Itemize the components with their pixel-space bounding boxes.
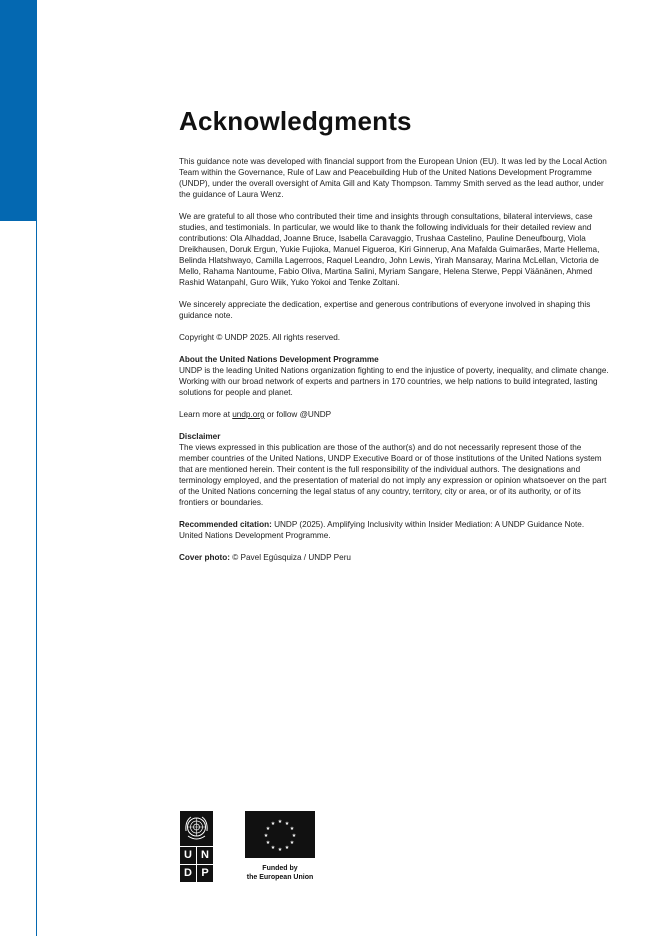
svg-text:★: ★ <box>277 847 283 853</box>
disclaimer-heading: Disclaimer <box>179 432 221 441</box>
contributors-paragraph: We are grateful to all those who contributed their time and insights through consultations, bilateral interviews, case studies, and testimonials. In particular, we would like to thank the following individuals for their detailed review and contributions: Ola Alhaddad, Joanne Bruce, Isabella Caravaggio, Trushaa Castelino, Pauline Deneufbourg, Viola Dreikhausen, Doruk Ergun, Yukie Fujioka, Manuel Figueroa, Kiri Ginnerup, Ana Mafalda Guimarães, Marte Hellema, Belinda Hlatshwayo, Camilla Lagerroos, Raquel Leandro, John Lewis, Yirah Mansaray, Marina McLellan, Victoria de Mello, Rahama Nantoume, Fabio Oliva, Martina Salini, Myriam Sangare, Helena Sterwe, Peppi Väänänen, Ahmed Rashid Watanpahl, Guro Wiik, Yuko Yokoi and Tenke Zoltani. <box>179 212 600 287</box>
eu-flag-icon <box>245 811 315 858</box>
accent-rule <box>36 0 37 936</box>
cover-label: Cover photo: <box>179 553 230 562</box>
disclaimer <box>179 431 609 508</box>
recommended-citation <box>179 519 609 541</box>
undp-letter-u: U <box>180 847 196 864</box>
learn-suffix: or follow @UNDP <box>264 410 332 419</box>
svg-text:★: ★ <box>270 821 276 827</box>
copyright-line: Copyright © UNDP 2025. All rights reserved. <box>179 333 341 342</box>
svg-text:★: ★ <box>284 821 290 827</box>
cover-text: © Pavel Egúsquiza / UNDP Peru <box>229 553 351 562</box>
svg-text:★: ★ <box>270 845 276 851</box>
cover-photo-credit <box>179 552 609 563</box>
learn-prefix: Learn more at <box>179 410 233 419</box>
eu-caption-line2: the European Union <box>246 874 314 881</box>
eu-logo <box>245 811 315 882</box>
un-emblem-icon <box>180 811 213 846</box>
undp-link[interactable]: undp.org <box>232 410 265 419</box>
citation-text: UNDP (2025). Amplifying Inclusivity within Insider Mediation: A UNDP Guidance Note. United Nations Development Programme. <box>179 520 585 540</box>
funding-paragraph: This guidance note was developed with financial support from the European Union (EU). It was led by the Local Action Team within the Governance, Rule of Law and Peacebuilding Hub of the United Nations Development Programme (UNDP), under the overall oversight of Amita Gill and Katy Thompson. Tammy Smith served as the lead author, under the guidance of Laura Wenz. <box>179 157 607 199</box>
citation-label: Recommended citation: <box>179 520 272 529</box>
accent-bar <box>0 0 36 221</box>
appreciation-paragraph: We sincerely appreciate the dedication, expertise and generous contributions of everyone involved in shaping this guidance note. <box>179 300 591 320</box>
undp-letter-n: N <box>197 847 213 864</box>
svg-text:★: ★ <box>265 840 271 846</box>
svg-text:★: ★ <box>263 833 269 839</box>
svg-text:★: ★ <box>277 819 283 825</box>
undp-letter-p: P <box>197 865 213 882</box>
about-heading: About the United Nations Development Programme <box>179 355 379 364</box>
svg-text:★: ★ <box>289 840 295 846</box>
svg-text:★: ★ <box>284 845 290 851</box>
svg-text:★: ★ <box>289 826 295 832</box>
page-title: Acknowledgments <box>179 106 412 136</box>
svg-text:★: ★ <box>291 833 297 839</box>
learn-more <box>179 409 609 420</box>
disclaimer-body: The views expressed in this publication are those of the author(s) and do not necessarily represent those of the member countries of the United Nations, UNDP Executive Board or of those institutions of the United Nations system that are mentioned herein. Their content is the full responsibility of the individual authors. The designations and terminology employed, and the presentation of material do not imply any expression or opinion whatsoever on the part of the United Nations concerning the legal status of any country, territory, city or area, or of its authority, or of its frontiers or boundaries. <box>179 443 607 507</box>
acknowledgments-section <box>179 106 609 574</box>
svg-text:★: ★ <box>265 826 271 832</box>
undp-logo <box>180 811 213 883</box>
undp-letter-d: D <box>180 865 196 882</box>
eu-caption <box>245 864 315 882</box>
eu-caption-line1: Funded by <box>262 865 298 872</box>
about-body: UNDP is the leading United Nations organization fighting to end the injustice of poverty, inequality, and climate change. Working with our broad network of experts and partners in 170 countries, we help nations to build integrated, lasting solutions for people and planet. <box>179 366 609 397</box>
about-undp <box>179 354 609 398</box>
